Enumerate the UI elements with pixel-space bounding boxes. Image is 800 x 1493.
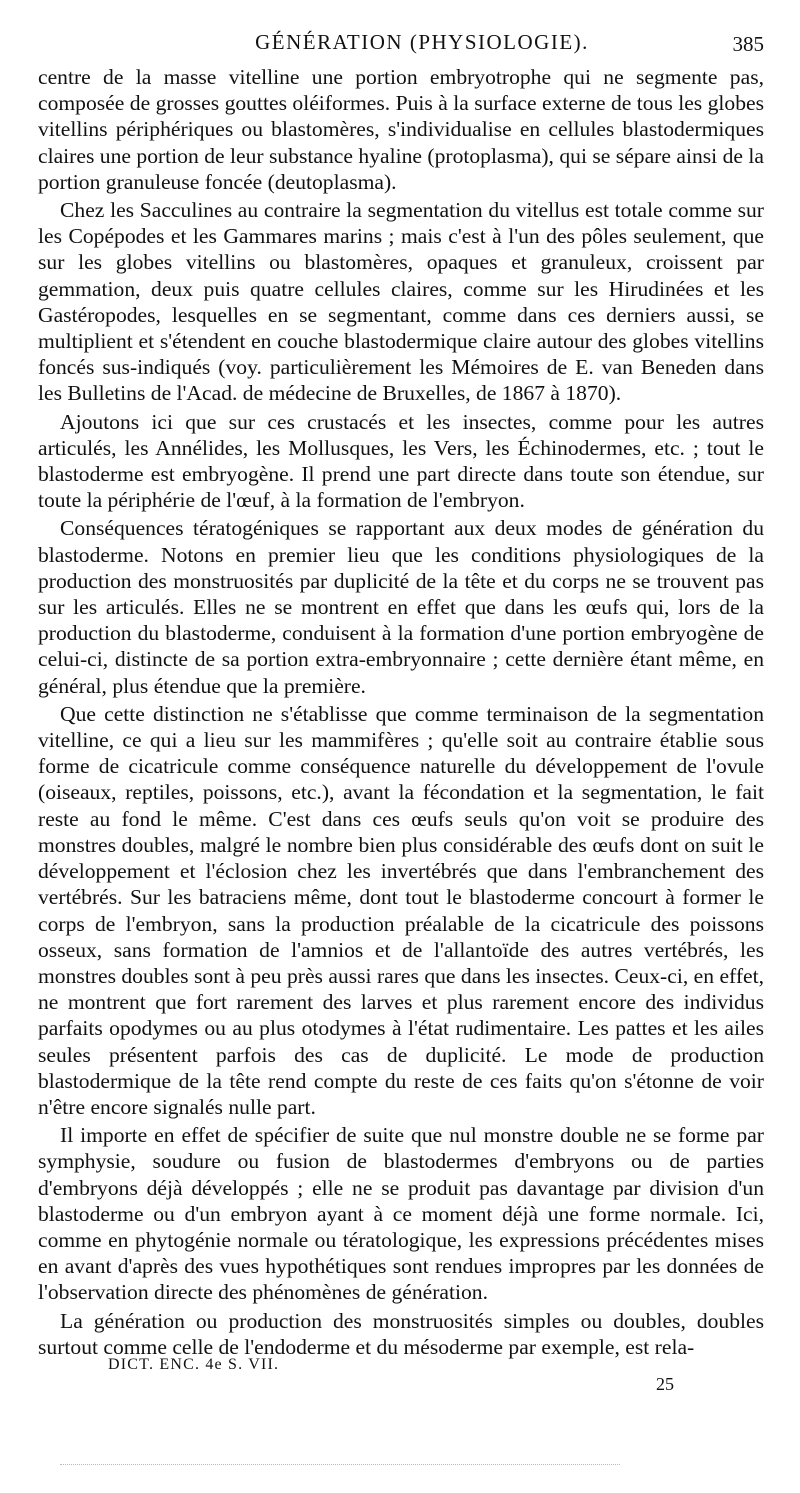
paragraph-crustaces: Ajoutons ici que sur ces crustacés et les insectes, comme pour les autres articulés, les Annélides, les Mollusques, les Vers, les Échinodermes, etc. ; tout le blastoderme est embryogène. Il prend une part directe dans toute son étendue, sur toute la périphérie de l'œuf, à la formation de l'embryon. — [38, 409, 764, 513]
paragraph-distinction: Que cette distinction ne s'établisse que comme terminaison de la segmentation vitelline, ce qui a lieu sur les mammifères ; qu'elle soit au contraire établie sous forme de cicatricule comme conséquence naturelle du développement de l'ovule (oiseaux, reptiles, poissons, etc.), avant la fécondation et la segmentation, le fait reste au fond le même. C'est dans ces œufs seuls qu'on voit se produire des monstres doubles, malgré le nombre bien plus considérable des œufs dont on suit le développement et l'éclosion chez les invertébrés que dans l'embranchement des vertébrés. Sur les batraciens même, dont tout le blastoderme concourt à former le corps de l'embryon, sans la production préalable de la cicatricule des poissons osseux, sans formation de l'amnios et de l'allantoïde des autres vertébrés, les monstres doubles sont à peu près aussi rares que dans les insectes. Ceux-ci, en effet, ne montrent que fort rarement des larves et plus rarement encore des individus parfaits opodymes ou au plus otodymes à l'état rudimentaire. Les pattes et les ailes seules présentent parfois des cas de duplicité. Le mode de production blastodermique de la tête rend compte du reste de ces faits qu'on s'étonne de voir n'être encore signalés nulle part. — [38, 701, 764, 1119]
running-head — [40, 30, 764, 64]
footer-sheet-number: 25 — [656, 1374, 674, 1394]
paragraph-consequences: Conséquences tératogéniques se rapportant aux deux modes de génération du blastoderme. Notons en premier lieu que les conditions physiologiques de la production des monstruosités par duplicité de la tête et du corps ne se trouvent pas sur les articulés. Elles ne se montrent en effet que dans les œufs qui, lors de la production du blastoderme, conduisent à la formation d'une portion embryogène de celui-ci, distincte de sa portion extra-embryonnaire ; cette dernière étant même, en général, plus étendue que la première. — [38, 516, 764, 698]
page-number: 385 — [732, 32, 764, 56]
paragraph-symphysie: Il importe en effet de spécifier de suite que nul monstre double ne se forme par symphysie, soudure ou fusion de blastodermes d'embryons ou de parties d'embryons déjà développés ; elle ne se produit pas davantage par division d'un blastoderme ou d'un embryon ayant à ce moment déjà une forme normale. Ici, comme en phytogénie normale ou tératologique, les expressions précédentes mises en avant d'après des vues hypothétiques sont rendues impropres par les données de l'observation directe des phénomènes de génération. — [38, 1123, 764, 1305]
paragraph-sacculines: Chez les Sacculines au contraire la segmentation du vitellus est totale comme sur les Copépodes et les Gammares marins ; mais c'est à l'un des pôles seulement, que sur les globes vitellins ou blastomères, opaques et granuleux, croissent par gemmation, deux puis quatre cellules claires, comme sur les Hirudinées et les Gastéropodes, lesquelles en se segmentant, comme dans ces derniers aussi, se multiplient et s'étendent en couche blastodermique claire autour des globes vitellins foncés sus-indiqués (voy. particulièrement les Mémoires de E. van Beneden dans les Bulletins de l'Acad. de médecine de Bruxelles, de 1867 à 1870). — [38, 198, 764, 406]
paragraph-continuation: centre de la masse vitelline une portion embryotrophe qui ne segmente pas, composée de grosses gouttes oléiformes. Puis à la surface externe de tous les globes vitellins périphériques ou blastomères, s'individualise en cellules blastodermiques claires une portion de leur substance hyaline (protoplasma), qui se sépare ainsi de la portion granuleuse foncée (deutoplasma). — [38, 65, 764, 194]
bottom-rule — [60, 1464, 620, 1465]
running-title: GÉNÉRATION (PHYSIOLOGIE). — [255, 30, 589, 54]
body-text — [38, 64, 764, 1360]
footer-signature: DICT. ENC. 4e S. VII. — [108, 1356, 280, 1373]
paragraph-generation: La génération ou production des monstruosités simples ou doubles, doubles surtout comme celle de l'endoderme et du mésoderme par exemple, est rela- — [38, 1308, 764, 1359]
